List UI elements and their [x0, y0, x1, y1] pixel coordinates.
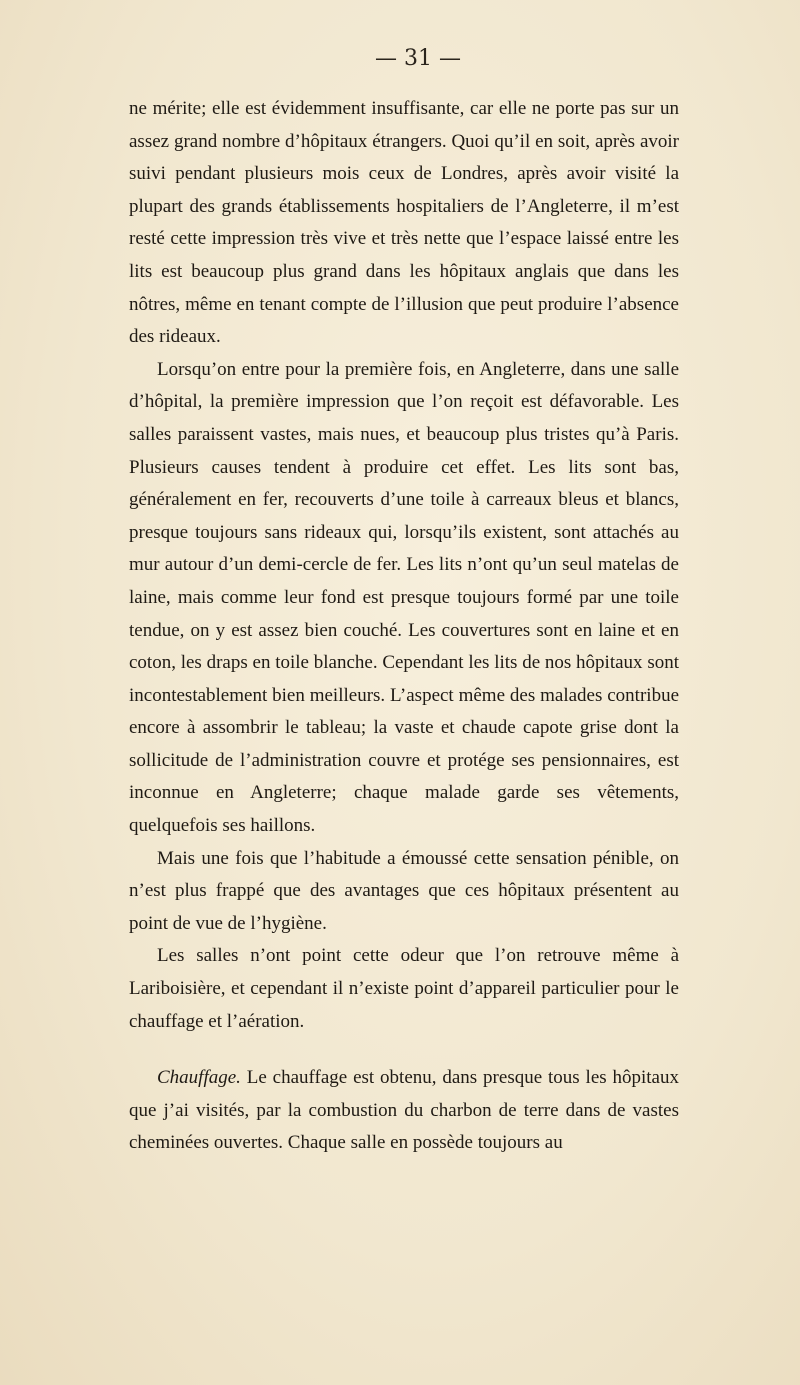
paragraph-4: Les salles n’ont point cette odeur que l’on retrouve même à Lariboisière, et cependant il n’existe point d’appareil particulier pour le chauffage et l’aération.: [129, 945, 679, 1032]
paragraph-2: Lorsqu’on entre pour la première fois, en Angleterre, dans une salle d’hôpital, la première impression que l’on reçoit est défavorable. Les salles paraissent vastes, mais nues, et beaucoup plus tristes qu’à Paris. Plusieurs causes tendent à produire cet effet. Les lits sont bas, généralement en fer, recouverts d’une toile à carreaux bleus et blancs, presque toujours sans rideaux qui, lorsqu’ils existent, sont attachés au mur autour d’un demi-cercle de fer. Les lits n’ont qu’un seul matelas de laine, mais comme leur fond est presque toujours formé par une toile tendue, on y est assez bien couché. Les couvertures sont en laine et en coton, les draps en toile blanche. Cependant les lits de nos hôpitaux sont incontestablement bien meilleurs. L’aspect même des malades contribue encore à assombrir le tableau; la vaste et chaude capote grise dont la sollicitude de l’administration couvre et protége ses pensionnaires, est inconnue en Angleterre; chaque malade garde ses vêtements, quelquefois ses haillons.: [129, 358, 679, 837]
paragraph-3: Mais une fois que l’habitude a émoussé cette sensation pénible, on n’est plus frappé que des avantages que ces hôpitaux présentent au point de vue de l’hygiène.: [129, 847, 679, 934]
paragraph-1: ne mérite; elle est évidemment insuffisante, car elle ne porte pas sur un assez grand nombre d’hôpitaux étrangers. Quoi qu’il en soit, après avoir suivi pendant plusieurs mois ceux de Londres, après avoir visité la plupart des grands établissements hospitaliers de l’Angleterre, il m’est resté cette impression très vive et très nette que l’espace laissé entre les lits est beaucoup plus grand dans les hôpitaux anglais que dans les nôtres, même en tenant compte de l’illusion que peut produire l’absence des rideaux.: [129, 98, 679, 348]
section-heading-chauffage: Chauffage.: [157, 1067, 241, 1089]
page-number: — 31 —: [375, 46, 461, 71]
paragraph-5-text: Le chauffage est obtenu, dans presque tous les hôpitaux que j’ai visités, par la combustion du charbon de terre dans de vastes cheminées ouvertes. Chaque salle en possède toujours au: [129, 1067, 679, 1154]
body-text: [129, 93, 679, 1160]
paragraph-5: [129, 1062, 679, 1160]
